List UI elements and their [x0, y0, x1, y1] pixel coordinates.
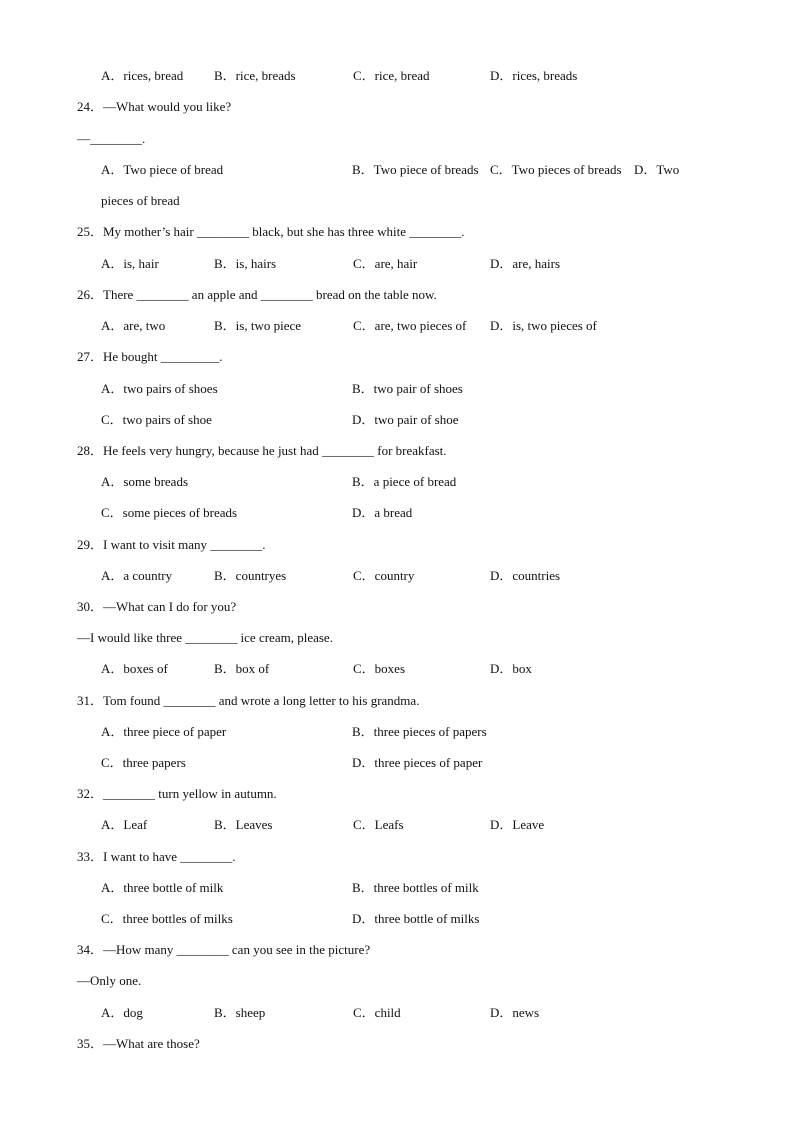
answer-option: D．two pair of shoe	[352, 412, 459, 427]
answer-option: D．countries	[490, 568, 561, 583]
answer-option: C．boxes	[353, 661, 406, 676]
answer-option: C．three papers	[101, 755, 186, 770]
answer-option: A．two pairs of shoes	[101, 381, 218, 396]
answer-option: C．are, hair	[353, 256, 418, 271]
answer-option: B．is, two piece	[214, 318, 302, 333]
answer-option: B．three pieces of papers	[352, 724, 487, 739]
answer-option: B．Two piece of breads	[352, 162, 479, 177]
answer-option: C．three bottles of milks	[101, 911, 233, 926]
answer-option: A．is, hair	[101, 256, 159, 271]
answer-option: C．Two pieces of breads	[490, 162, 622, 177]
question-stem: 30．—What can I do for you?	[77, 599, 237, 614]
answer-option: C．rice, bread	[353, 68, 430, 83]
answer-option: D．Leave	[490, 817, 545, 832]
answer-option: A．boxes of	[101, 661, 168, 676]
answer-option: A．a country	[101, 568, 173, 583]
answer-option: D．three bottle of milks	[352, 911, 480, 926]
answer-option: D．box	[490, 661, 532, 676]
answer-option: D．Two	[634, 162, 680, 177]
question-stem: 26．There ________ an apple and ________ bread on the table now.	[77, 287, 437, 302]
answer-option: D．three pieces of paper	[352, 755, 483, 770]
answer-option: C．country	[353, 568, 415, 583]
answer-option: B．box of	[214, 661, 270, 676]
question-stem: 29．I want to visit many ________.	[77, 537, 266, 552]
answer-option: D．are, hairs	[490, 256, 561, 271]
answer-option: B．two pair of shoes	[352, 381, 463, 396]
question-stem: 34．—How many ________ can you see in the picture?	[77, 942, 371, 957]
answer-option: B．is, hairs	[214, 256, 277, 271]
answer-option: C．child	[353, 1005, 401, 1020]
answer-option: A．are, two	[101, 318, 166, 333]
question-line: —Only one.	[77, 973, 142, 988]
question-stem: 25．My mother’s hair ________ black, but she has three white ________.	[77, 224, 465, 239]
answer-option: B．countryes	[214, 568, 287, 583]
answer-option: A．rices, bread	[101, 68, 184, 83]
answer-option: A．Leaf	[101, 817, 148, 832]
answer-option: C．are, two pieces of	[353, 318, 467, 333]
answer-option: B．sheep	[214, 1005, 266, 1020]
answer-option: A．dog	[101, 1005, 143, 1020]
question-stem: 24．—What would you like?	[77, 99, 232, 114]
answer-option: B．Leaves	[214, 817, 273, 832]
question-line: pieces of bread	[101, 193, 180, 208]
answer-option: C．Leafs	[353, 817, 404, 832]
answer-option: B．rice, breads	[214, 68, 296, 83]
question-stem: 31．Tom found ________ and wrote a long letter to his grandma.	[77, 693, 420, 708]
answer-option: D．is, two pieces of	[490, 318, 597, 333]
answer-option: C．some pieces of breads	[101, 505, 238, 520]
question-stem: 32．________ turn yellow in autumn.	[77, 786, 277, 801]
question-stem: 35．—What are those?	[77, 1036, 200, 1051]
answer-option: D．rices, breads	[490, 68, 578, 83]
answer-option: D．news	[490, 1005, 540, 1020]
answer-option: A．three piece of paper	[101, 724, 227, 739]
question-stem: 28．He feels very hungry, because he just had ________ for breakfast.	[77, 443, 447, 458]
answer-option: C．two pairs of shoe	[101, 412, 212, 427]
answer-option: A．three bottle of milk	[101, 880, 224, 895]
answer-option: B．a piece of bread	[352, 474, 457, 489]
answer-option: A．Two piece of bread	[101, 162, 224, 177]
question-line: —I would like three ________ ice cream, please.	[77, 630, 333, 645]
question-line: —________.	[77, 131, 146, 146]
answer-option: D．a bread	[352, 505, 413, 520]
answer-option: A．some breads	[101, 474, 189, 489]
question-stem: 27．He bought _________.	[77, 349, 223, 364]
question-stem: 33．I want to have ________.	[77, 849, 236, 864]
answer-option: B．three bottles of milk	[352, 880, 479, 895]
